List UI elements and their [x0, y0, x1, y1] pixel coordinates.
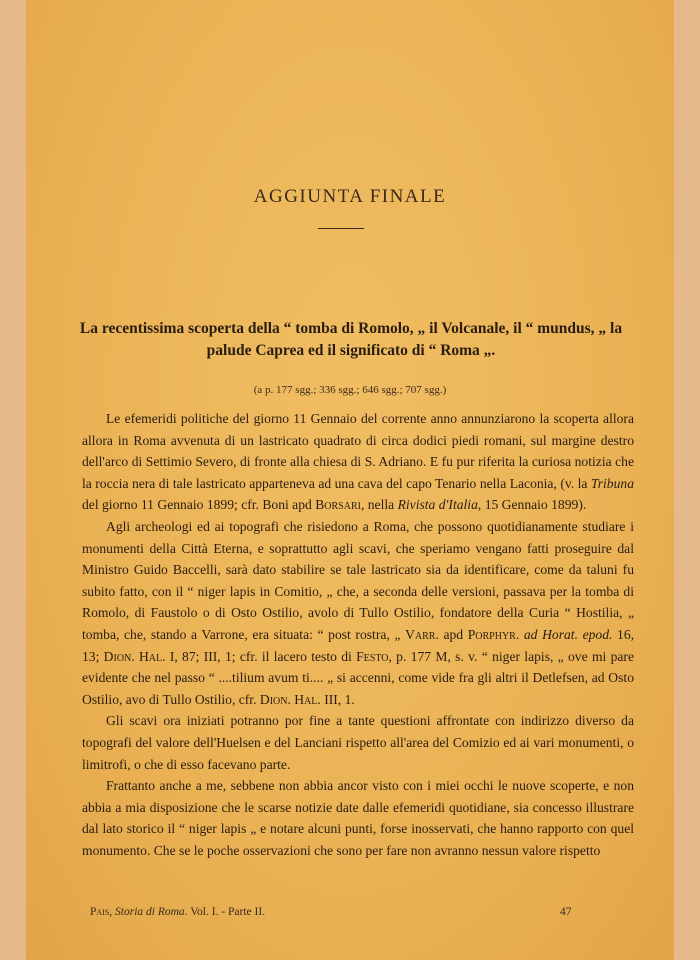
footer-volume: . Vol. I. - Parte II.: [184, 906, 266, 918]
citation-title: ad Horat. epod.: [523, 626, 613, 642]
author-name: Varr.: [405, 626, 439, 642]
author-name: Borsari: [315, 497, 361, 513]
author-name: Festo: [356, 648, 389, 664]
text-run: , 15 Gennaio 1899).: [477, 497, 587, 513]
author-name: Dion. Hal.: [259, 691, 321, 707]
footer-author: Pais: [90, 906, 110, 918]
text-run: Agli archeologi ed ai topografi che risiedono a Roma, che possono quotidianamente studiare i monumenti della Città Eterna, e soprattutto agli scavi, che speriamo vengano fatti proseguire dal Ministro Guido Baccelli, sarà dato stabilire se tale lastricato sia da identificare, come da taluni fu subito fatto, con il “ niger lapis in Comitio, „ che, a seconda delle versioni, passava per la tomba di Romolo, di Faustolo o di Osto Ostilio, avolo di Tullo Ostilio, fondatore della Curia “ Hostilia, „ tomba, che, stando a Varrone, era situata: “ post rostra, „: [82, 518, 634, 642]
paragraph-3: Gli scavi ora iniziati potranno por fine a tante questioni affrontate con indirizzo diverso da topografi del valore dell'Huelsen e del Lanciani rispetto all'area del Comizio ed ai vari monumenti, o limitrofi, o che di esso facevano parte.: [82, 713, 634, 772]
book-page: [26, 0, 674, 960]
paragraph-1: [82, 408, 634, 516]
text-run: I, 87; III, 1; cfr. il lacero testo di: [165, 648, 357, 664]
text-run: del giorno 11 Gennaio 1899; cfr. Boni apd: [82, 497, 316, 513]
title-rule: [318, 228, 364, 229]
paragraph-2: [82, 516, 634, 710]
text-run: III, 1.: [320, 691, 355, 707]
body-text: [82, 408, 634, 861]
text-run: , nella: [360, 497, 398, 513]
chapter-title: AGGIUNTA FINALE: [253, 186, 447, 207]
citation-title: Tribuna: [590, 475, 634, 491]
text-run: Le efemeridi politiche del giorno 11 Gennaio del corrente anno annunziarono la scoperta allora allora in Roma avvenuta di un lastricato quadrato di circa dodici piedi romani, sul margine destro dell'arco di Settimio Severo, di fronte alla chiesa di S. Adriano. E fu pur riferita la curiosa notizia che la roccia nera di tale lastricato apparteneva ad una cava del capo Tenario nella Laconia, (v. la: [82, 411, 634, 491]
paragraph-4: Frattanto anche a me, sebbene non abbia ancor visto con i miei occhi le nuove scoperte, e non abbia a mia disposizione che le scarse notizie date dalle efemeridi quotidiane, sia concesso illustrare dal lato storico il “ niger lapis „ e notare alcuni punti, forse inosservati, che hanno rapporto con quel monumento. Che se le poche osservazioni che sono per fare non avranno nessun valore rispetto: [82, 778, 634, 858]
section-subtitle: La recentissima scoperta della “ tomba di Romolo, „ il Volcanale, il “ mundus, „ la palude Caprea ed il significato di “ Roma „.: [79, 320, 623, 359]
page-reference: (a p. 177 sgg.; 336 sgg.; 646 sgg.; 707 sgg.): [253, 384, 447, 396]
text-run: apd: [438, 626, 468, 642]
text-run: 16, 13;: [82, 626, 635, 664]
running-footer: Pais, Storia di Roma. Vol. I. - Parte II.: [90, 906, 266, 918]
text-run: , p. 177 M, s. v. “ niger lapis, „ ove mi pare evidente che nel passo “ ....tilium avum ti.... „ si accenni, come vide fra gli altri il Detlefsen, ad Osto Ostilio, avo di Tullo Ostilio, cfr.: [82, 648, 634, 707]
page-number: 47: [560, 906, 572, 918]
author-name: Porphyr.: [467, 626, 520, 642]
footer-book-title: Storia di Roma: [115, 906, 185, 918]
citation-title: Rivista d'Italia: [397, 497, 478, 513]
author-name: Dion. Hal.: [103, 648, 166, 664]
